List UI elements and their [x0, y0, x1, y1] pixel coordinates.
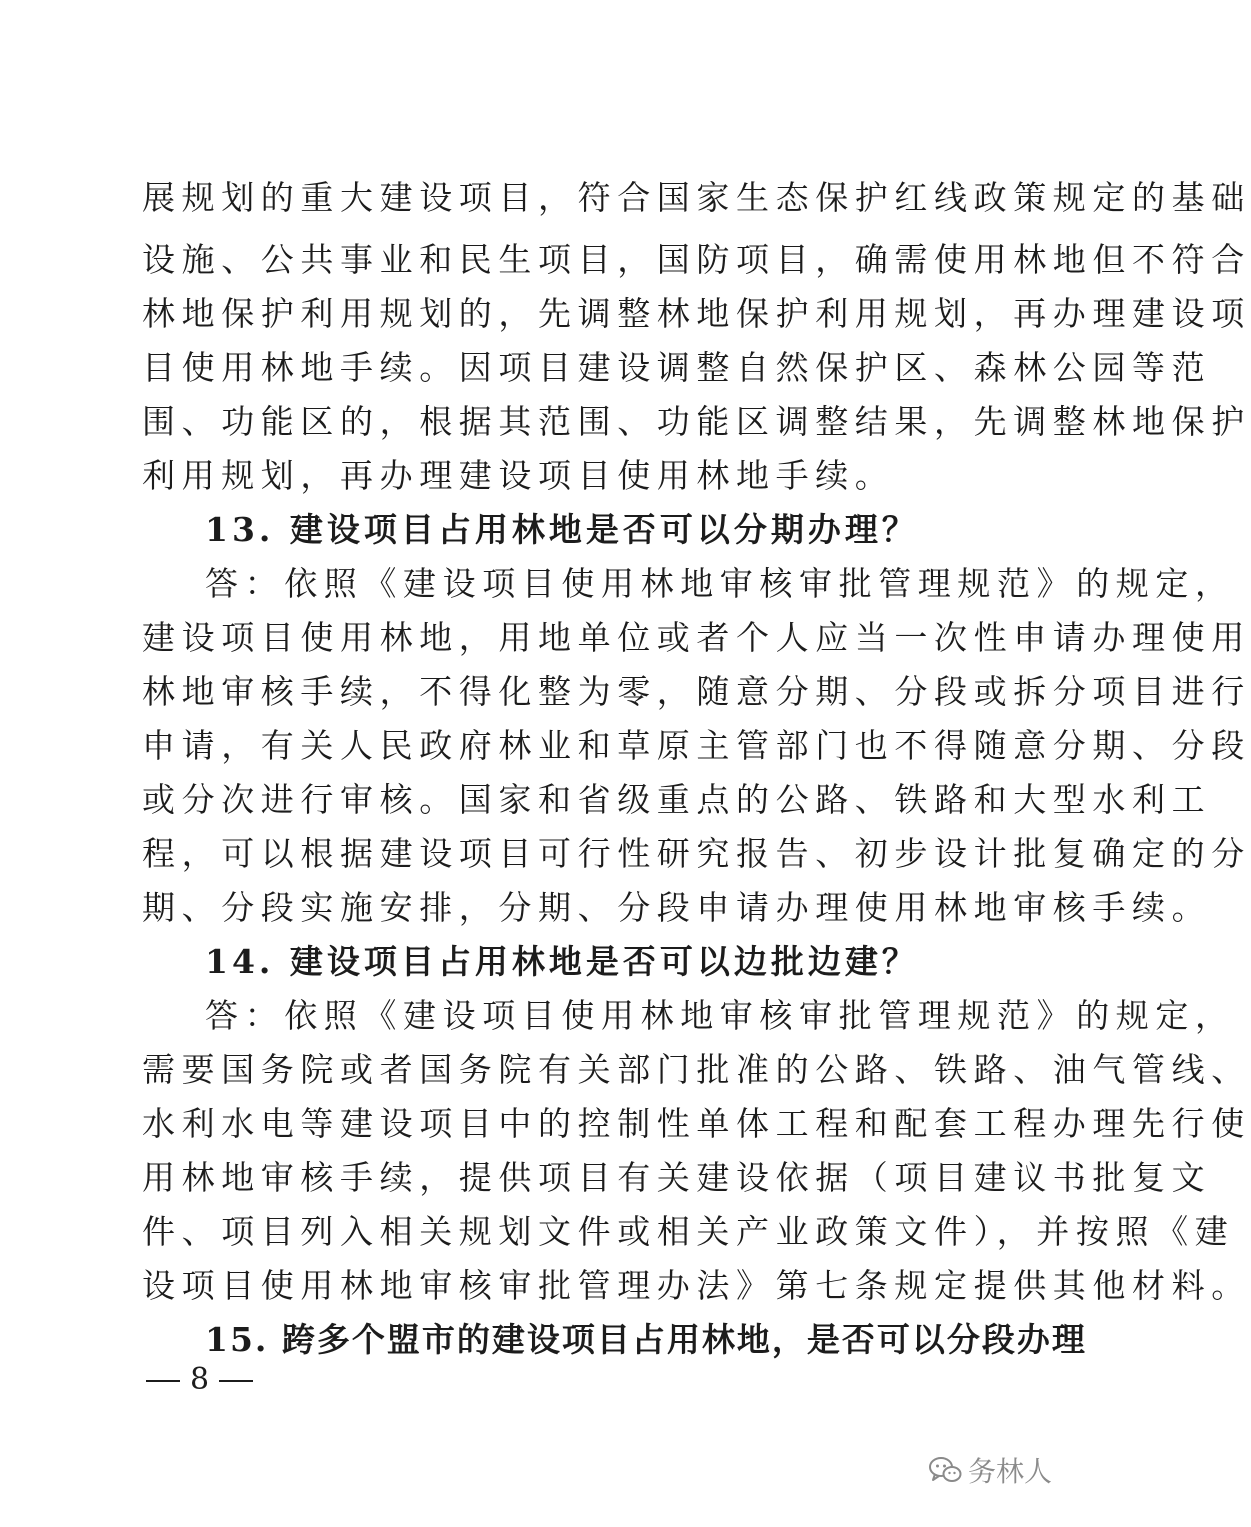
paragraph-line: 利用规划，再办理建设项目使用林地手续。	[142, 456, 895, 495]
page-number-dash-right	[219, 1380, 253, 1382]
paragraph-line: 申请，有关人民政府林业和草原主管部门也不得随意分期、分段	[142, 726, 1251, 765]
paragraph-line: 林地保护利用规划的，先调整林地保护利用规划，再办理建设项	[142, 294, 1251, 333]
answer-line: 答：依照《建设项目使用林地审核审批管理规范》的规定，	[205, 564, 1235, 603]
paragraph-line: 期、分段实施安排，分期、分段申请办理使用林地审核手续。	[142, 888, 1212, 927]
question-heading-13: 13. 建设项目占用林地是否可以分期办理？	[205, 510, 919, 549]
answer-line: 答：依照《建设项目使用林地审核审批管理规范》的规定，	[205, 996, 1235, 1035]
paragraph-line: 或分次进行审核。国家和省级重点的公路、铁路和大型水利工	[142, 780, 1212, 819]
paragraph-line: 程，可以根据建设项目可行性研究报告、初步设计批复确定的分	[142, 834, 1251, 873]
wechat-icon	[928, 1455, 962, 1485]
watermark-text: 务林人	[968, 1455, 1053, 1488]
page-number-value: 8	[190, 1362, 210, 1397]
paragraph-line: 设项目使用林地审核审批管理办法》第七条规定提供其他材料。	[142, 1266, 1251, 1305]
paragraph-line: 用林地审核手续，提供项目有关建设依据（项目建议书批复文	[142, 1158, 1212, 1197]
question-heading-15: 15. 跨多个盟市的建设项目占用林地，是否可以分段办理	[205, 1320, 1087, 1359]
paragraph-line: 林地审核手续，不得化整为零，随意分期、分段或拆分项目进行	[142, 672, 1251, 711]
paragraph-line: 展规划的重大建设项目，符合国家生态保护红线政策规定的基础	[142, 178, 1251, 217]
question-heading-14: 14. 建设项目占用林地是否可以边批边建？	[205, 942, 919, 981]
paragraph-line: 需要国务院或者国务院有关部门批准的公路、铁路、油气管线、	[142, 1050, 1251, 1089]
paragraph-line: 目使用林地手续。因项目建设调整自然保护区、森林公园等范	[142, 348, 1212, 387]
paragraph-line: 件、项目列入相关规划文件或相关产业政策文件），并按照《建	[142, 1212, 1235, 1251]
page-number-dash-left	[146, 1380, 180, 1382]
paragraph-line: 设施、公共事业和民生项目，国防项目，确需使用林地但不符合	[142, 240, 1251, 279]
paragraph-line: 水利水电等建设项目中的控制性单体工程和配套工程办理先行使	[142, 1104, 1251, 1143]
paragraph-line: 围、功能区的，根据其范围、功能区调整结果，先调整林地保护	[142, 402, 1251, 441]
paragraph-line: 建设项目使用林地，用地单位或者个人应当一次性申请办理使用	[142, 618, 1251, 657]
page-number	[146, 1362, 253, 1398]
watermark	[928, 1448, 1052, 1492]
